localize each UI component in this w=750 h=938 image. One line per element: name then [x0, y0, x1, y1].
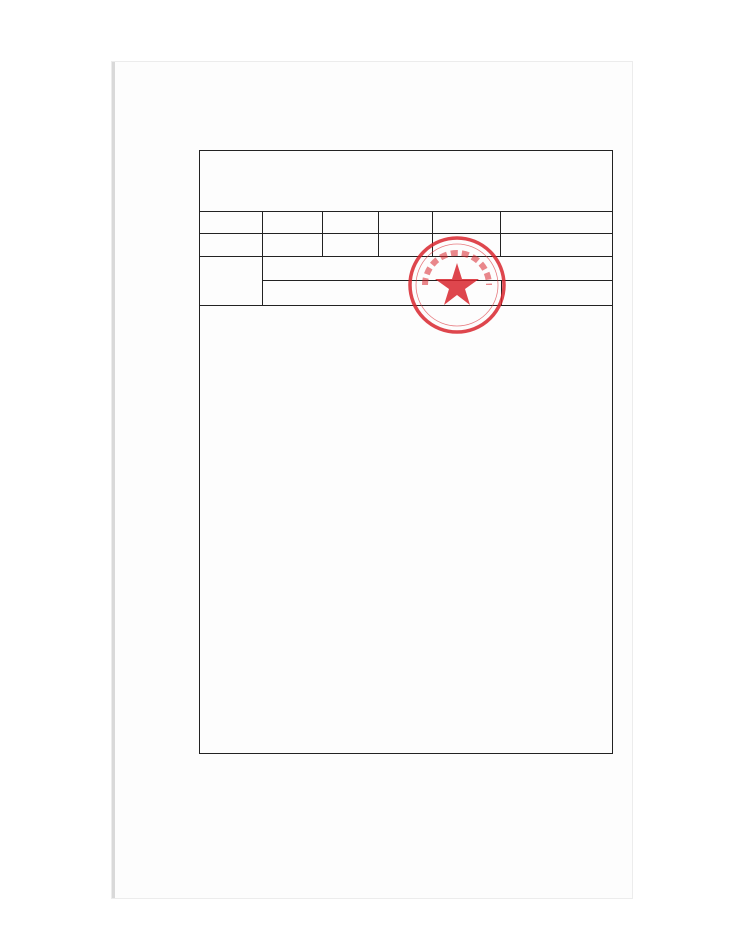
- col-divider: [378, 212, 379, 256]
- col-divider: [322, 212, 323, 256]
- official-seal: [405, 233, 509, 337]
- star-icon: [435, 263, 479, 305]
- intro-paragraph: [200, 151, 612, 212]
- col-divider: [262, 212, 263, 305]
- paper-edge: [112, 62, 115, 898]
